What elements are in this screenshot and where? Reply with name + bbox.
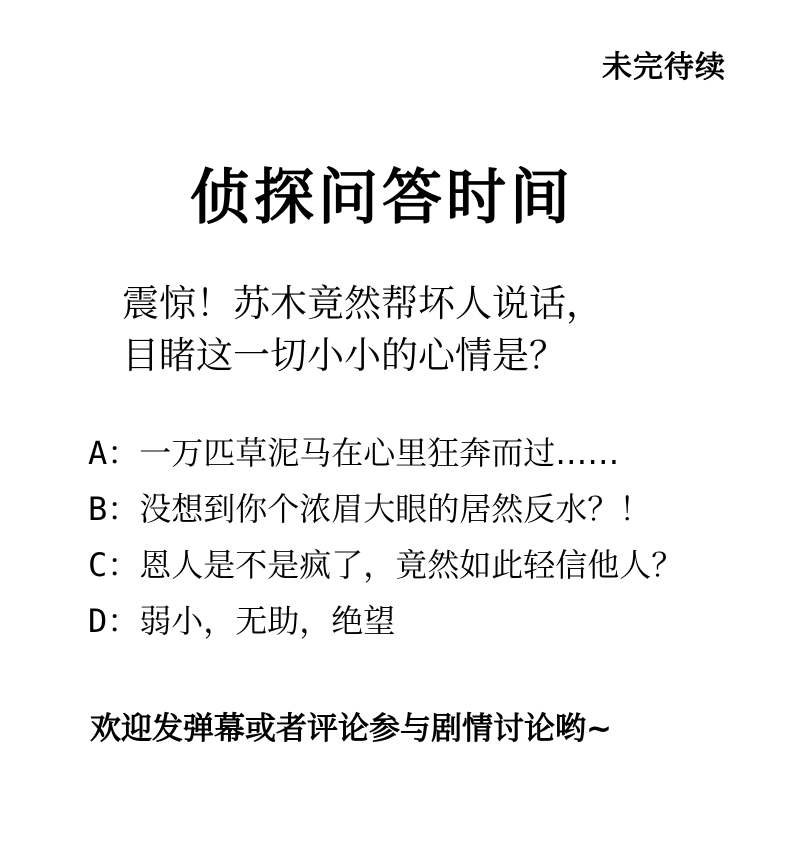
- option-b: [88, 488, 788, 544]
- option-c-key: C：: [88, 546, 140, 584]
- option-d: [88, 600, 788, 656]
- page-title: 侦探问答时间: [190, 163, 574, 233]
- question-line-2: 目睹这一切小小的心情是？: [122, 334, 566, 377]
- option-c-text: 恩人是不是疯了，竟然如此轻信他人？: [139, 546, 684, 584]
- quiz-question: [122, 278, 762, 382]
- option-a-text: 一万匹草泥马在心里狂奔而过……: [139, 434, 620, 472]
- option-c: [88, 544, 788, 600]
- option-a-key: A：: [88, 434, 140, 472]
- option-d-text: 弱小，无助，绝望: [139, 602, 396, 640]
- footer-invitation: 欢迎发弹幕或者评论参与剧情讨论哟~: [90, 711, 612, 747]
- option-b-text: 没想到你个浓眉大眼的居然反水？！: [139, 490, 652, 528]
- to-be-continued-label: 未完待续: [602, 50, 726, 85]
- question-line-1: 震惊！苏木竟然帮坏人说话，: [122, 282, 603, 325]
- option-d-key: D：: [88, 602, 140, 640]
- answer-options: [88, 432, 788, 656]
- option-b-key: B：: [88, 490, 140, 528]
- option-a: [88, 432, 788, 488]
